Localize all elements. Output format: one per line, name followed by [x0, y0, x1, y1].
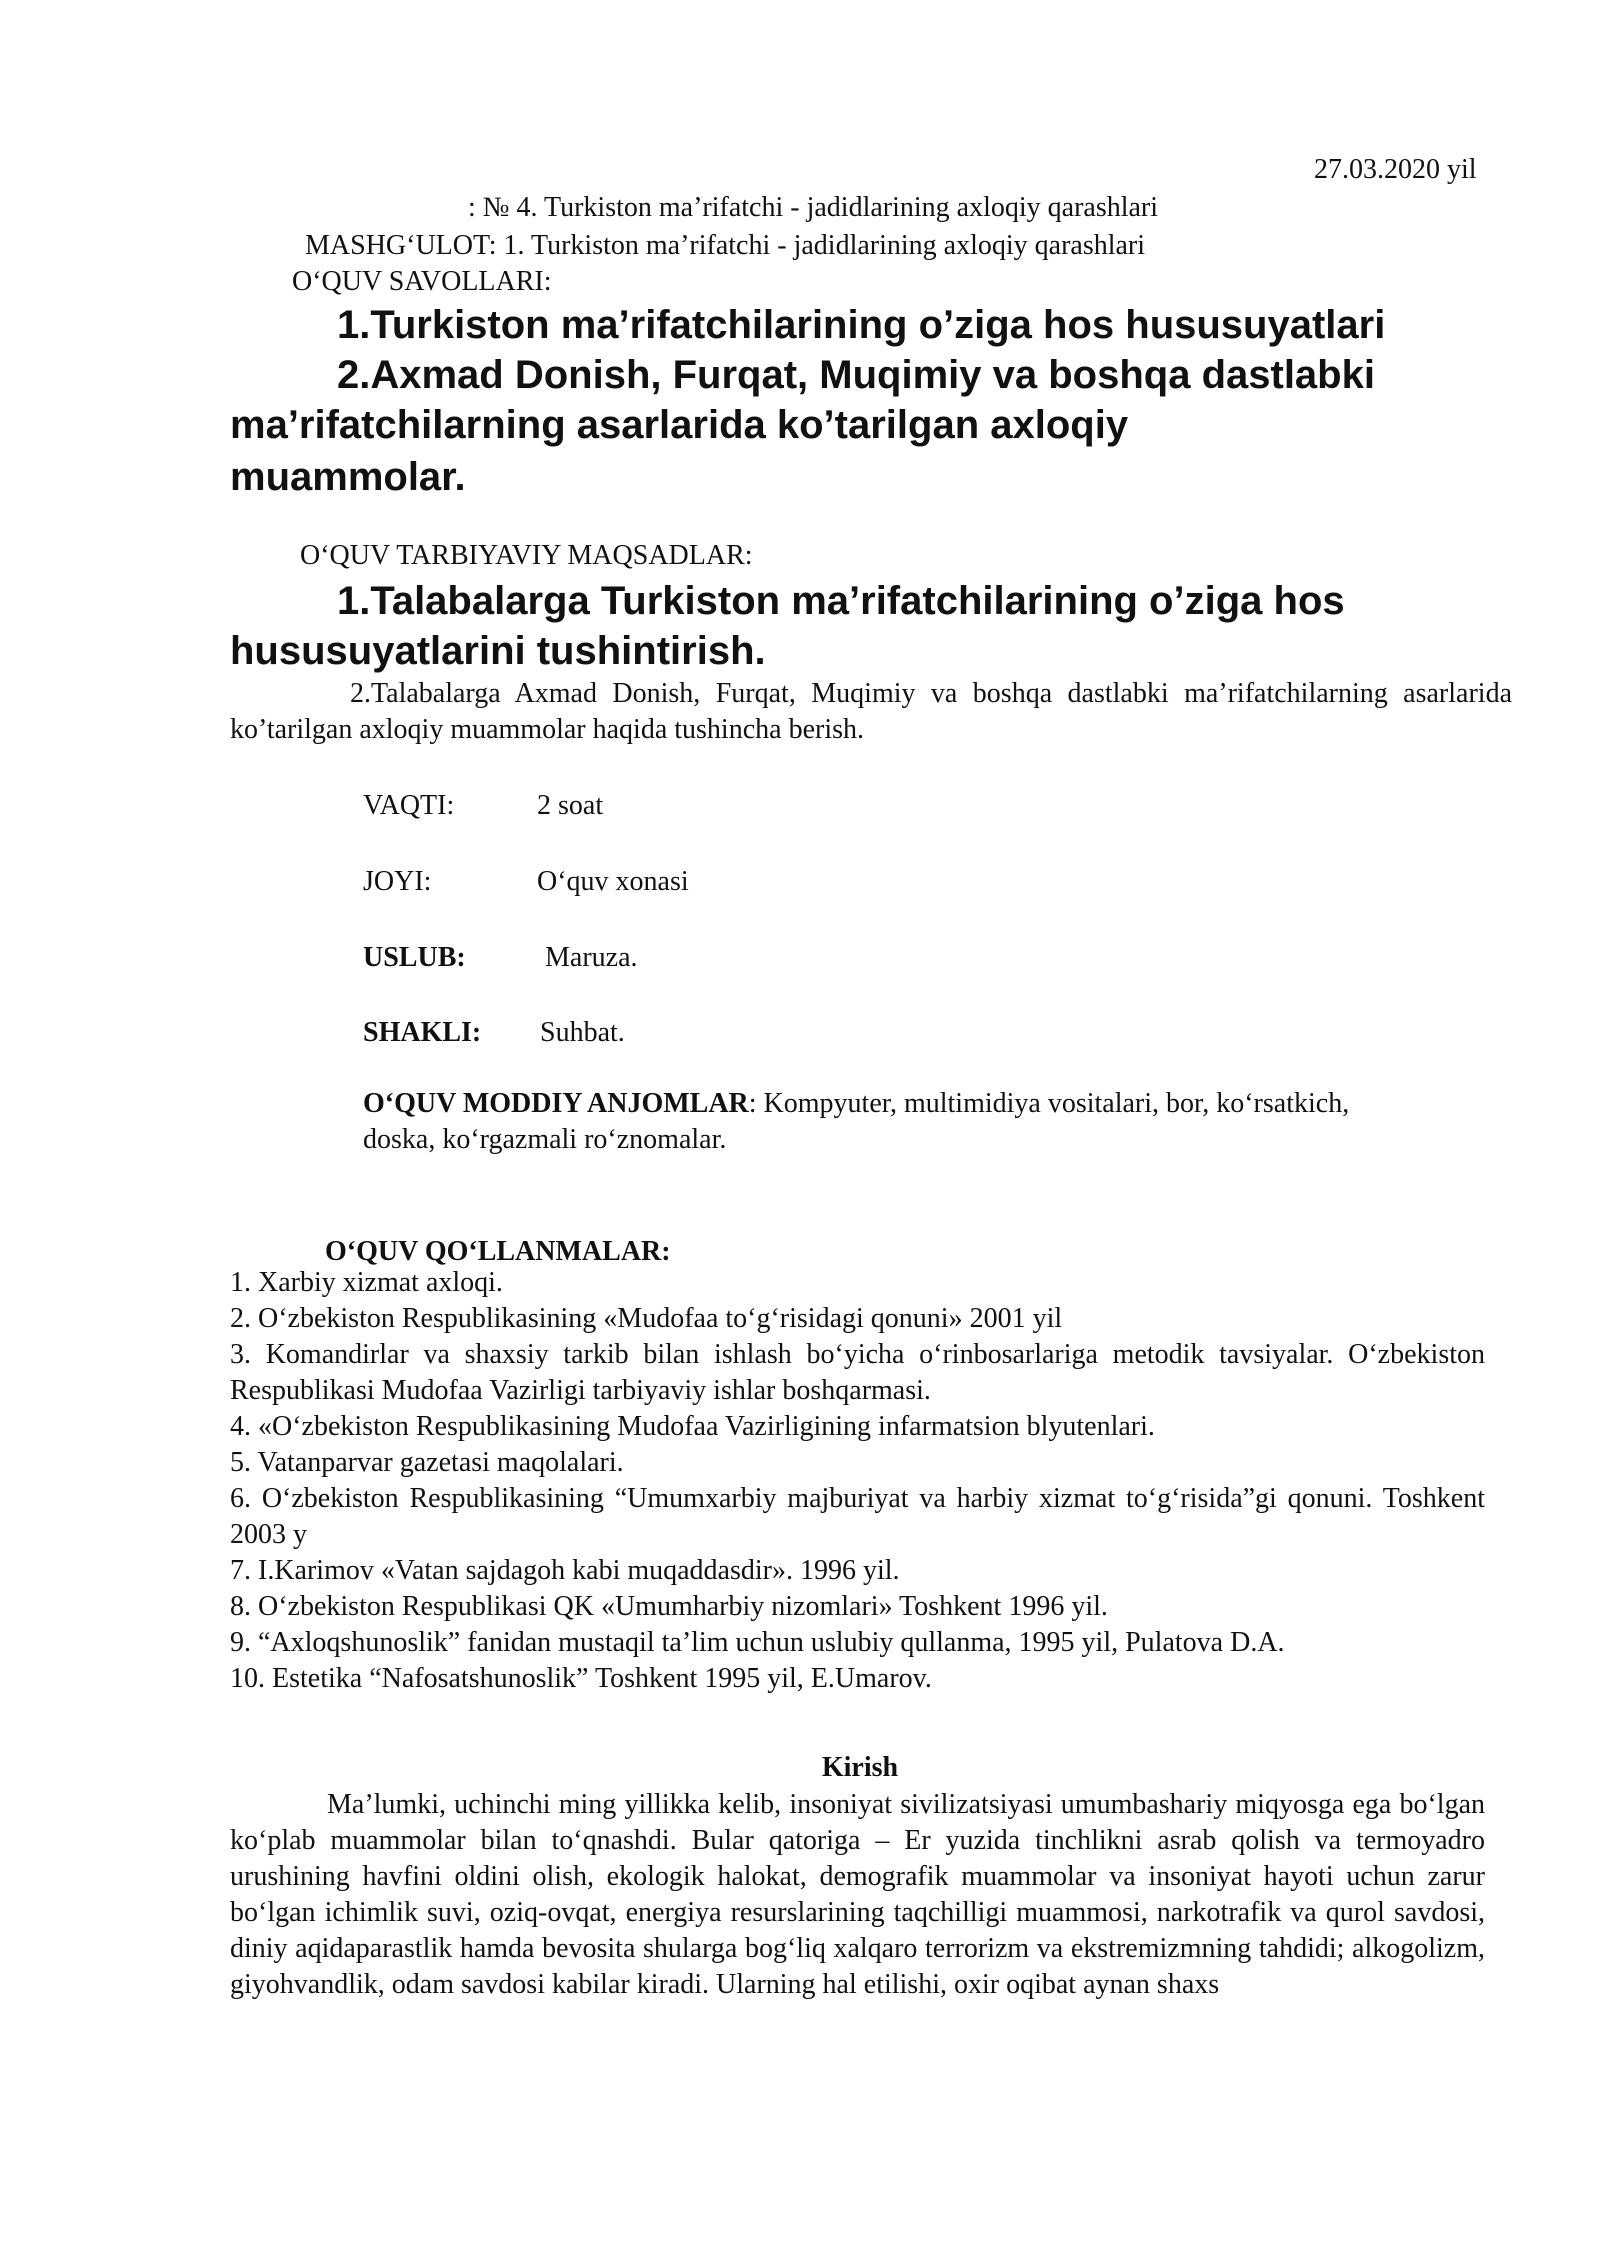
- method-label: USLUB:: [363, 942, 466, 973]
- questions-heading: O‘QUV SAVOLLARI:: [292, 266, 552, 297]
- goal-2: 2.Talabalarga Axmad Donish, Furqat, Muqimiy va boshqa dastlabki ma’rifatchilarning asarlarida ko’tarilgan axloqiy muammolar haqida tushincha berish.: [230, 678, 1512, 745]
- form-value: Suhbat.: [540, 1017, 625, 1048]
- list-item: 1. Xarbiy xizmat axloqi.: [230, 1267, 503, 1298]
- time-value: 2 soat: [537, 790, 604, 821]
- goal-1-line-1: 1.Talabalarga Turkiston ma’rifatchilarining o’ziga hos: [337, 579, 1345, 623]
- form-label: SHAKLI:: [363, 1017, 482, 1048]
- question-2-line-2: ma’rifatchilarning asarlarida ko’tarilgan axloqiy: [230, 403, 1129, 447]
- list-item: 4. «O‘zbekiston Respublikasining Mudofaa Vazirligining infarmatsion blyutenlari.: [230, 1411, 1155, 1442]
- place-value: O‘quv xonasi: [537, 866, 689, 897]
- question-1: 1.Turkiston ma’rifatchilarining o’ziga hos hususuyatlari: [337, 303, 1386, 347]
- list-item: 7. I.Karimov «Vatan sajdagoh kabi muqaddasdir». 1996 yil.: [230, 1555, 900, 1586]
- question-2-line-3: muammolar.: [230, 455, 466, 499]
- list-item: 9. “Axloqshunoslik” fanidan mustaqil ta’lim uchun uslubiy qullanma, 1995 yil, Pulatova D.A.: [230, 1627, 1285, 1658]
- materials-value: : Kompyuter, multimidiya vositalari, bor, ko‘rsatkich, doska, ko‘rgazmali ro‘znomalar.: [363, 1088, 1350, 1155]
- list-item: 8. O‘zbekiston Respublikasi QK «Umumharbiy nizomlari» Toshkent 1996 yil.: [230, 1591, 1108, 1622]
- list-item: 2. O‘zbekiston Respublikasining «Mudofaa to‘g‘risidagi qonuni» 2001 yil: [230, 1303, 1063, 1334]
- materials-label: O‘QUV MODDIY ANJOMLAR: [363, 1088, 749, 1119]
- references-list: [230, 1265, 1485, 1697]
- time-label: VAQTI:: [363, 790, 455, 821]
- document-date: 27.03.2020 yil: [1314, 154, 1477, 185]
- intro-heading: Kirish: [821, 1752, 899, 1783]
- goals-heading: O‘QUV TARBIYAVIY MAQSADLAR:: [300, 540, 753, 571]
- topic-line: : № 4. Turkiston ma’rifatchi - jadidlarining axloqiy qarashlari: [468, 192, 1159, 223]
- list-item: 5. Vatanparvar gazetasi maqolalari.: [230, 1447, 624, 1478]
- list-item: 3. Komandirlar va shaxsiy tarkib bilan ishlash bo‘yicha o‘rinbosarlariga metodik tavsiyalar. O‘zbekiston Respublikasi Mudofaa Vazirligi tarbiyaviy ishlar boshqarmasi.: [230, 1339, 1485, 1406]
- method-value: Maruza.: [545, 942, 638, 973]
- lesson-line: MASHG‘ULOT: 1. Turkiston ma’rifatchi - jadidlarining axloqiy qarashlari: [305, 230, 1146, 261]
- list-item: 6. O‘zbekiston Respublikasining “Umumxarbiy majburiyat va harbiy xizmat to‘g‘risida”gi qonuni. Toshkent 2003 y: [230, 1483, 1485, 1550]
- place-label: JOYI:: [363, 866, 432, 897]
- materials-paragraph: [363, 1086, 1393, 1158]
- intro-paragraph: Ma’lumki, uchinchi ming yillikka kelib, insoniyat sivilizatsiyasi umumbashariy miqyosga ega bo‘lgan ko‘plab muammolar bilan to‘qnashdi. Bular qatoriga – Er yuzida tinchlikni asrab qolish va termoyadro urushining havfini oldini olish, ekologik halokat, demografik muammolar va insoniyat hayoti uchun zarur bo‘lgan ichimlik suvi, oziq-ovqat, energiya resurslarining taqchilligi muammosi, narkotrafik va qurol savdosi, diniy aqidaparastlik hamda bevosita shularga bog‘liq xalqaro terrorizm va ekstremizmning tahdidi; alkogolizm, giyohvandlik, odam savdosi kabilar kiradi. Ularning hal etilishi, oxir oqibat aynan shaxs: [230, 1789, 1485, 2000]
- list-item: 10. Estetika “Nafosatshunoslik” Toshkent 1995 yil, E.Umarov.: [230, 1663, 932, 1694]
- references-heading: O‘QUV QO‘LLANMALAR:: [325, 1236, 671, 1267]
- goal-1-line-2: hususuyatlarini tushintirish.: [230, 629, 766, 673]
- question-2-line-1: 2.Axmad Donish, Furqat, Muqimiy va boshqa dastlabki: [337, 353, 1375, 397]
